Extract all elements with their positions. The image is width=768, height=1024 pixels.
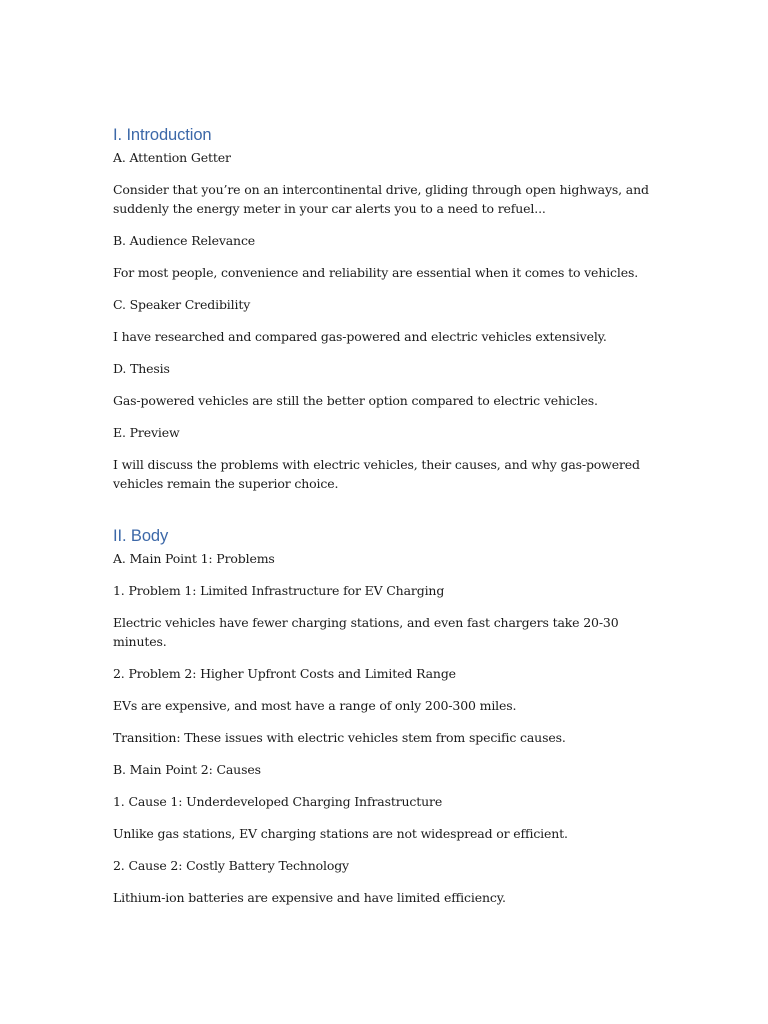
cause-2-label: 2. Cause 2: Costly Battery Technology: [113, 858, 349, 873]
preview-text: I will discuss the problems with electric vehicles, their causes, and why gas-powered vehicles remain the superior choice.: [113, 457, 640, 491]
speaker-credibility-text: I have researched and compared gas-powered and electric vehicles extensively.: [113, 329, 607, 344]
problem-2-text: EVs are expensive, and most have a range of only 200-300 miles.: [113, 698, 517, 713]
audience-relevance-text: For most people, convenience and reliability are essential when it comes to vehicles.: [113, 265, 639, 280]
speaker-credibility-label: C. Speaker Credibility: [113, 297, 251, 312]
thesis-text: Gas-powered vehicles are still the better option compared to electric vehicles.: [113, 393, 598, 408]
main-point-2-label: B. Main Point 2: Causes: [113, 762, 261, 777]
cause-1-text: Unlike gas stations, EV charging stations are not widespread or efficient.: [113, 826, 568, 841]
document-content: [113, 124, 658, 907]
section-heading-body: II. Body: [113, 527, 169, 545]
cause-1-label: 1. Cause 1: Underdeveloped Charging Infrastructure: [113, 794, 443, 809]
problem-1-label: 1. Problem 1: Limited Infrastructure for EV Charging: [113, 583, 445, 598]
section-heading-introduction: I. Introduction: [113, 126, 212, 144]
audience-relevance-label: B. Audience Relevance: [113, 233, 256, 248]
transition-text: Transition: These issues with electric vehicles stem from specific causes.: [113, 730, 566, 745]
preview-label: E. Preview: [113, 425, 180, 440]
cause-2-text: Lithium-ion batteries are expensive and have limited efficiency.: [113, 890, 506, 905]
main-point-1-label: A. Main Point 1: Problems: [113, 551, 275, 566]
attention-getter-label: A. Attention Getter: [113, 150, 231, 165]
problem-1-text: Electric vehicles have fewer charging stations, and even fast chargers take 20-30 minutes.: [113, 615, 619, 649]
problem-2-label: 2. Problem 2: Higher Upfront Costs and Limited Range: [113, 666, 456, 681]
thesis-label: D. Thesis: [113, 361, 170, 376]
attention-getter-text: Consider that you’re on an intercontinental drive, gliding through open highways, and suddenly the energy meter in your car alerts you to a need to refuel...: [113, 182, 649, 216]
